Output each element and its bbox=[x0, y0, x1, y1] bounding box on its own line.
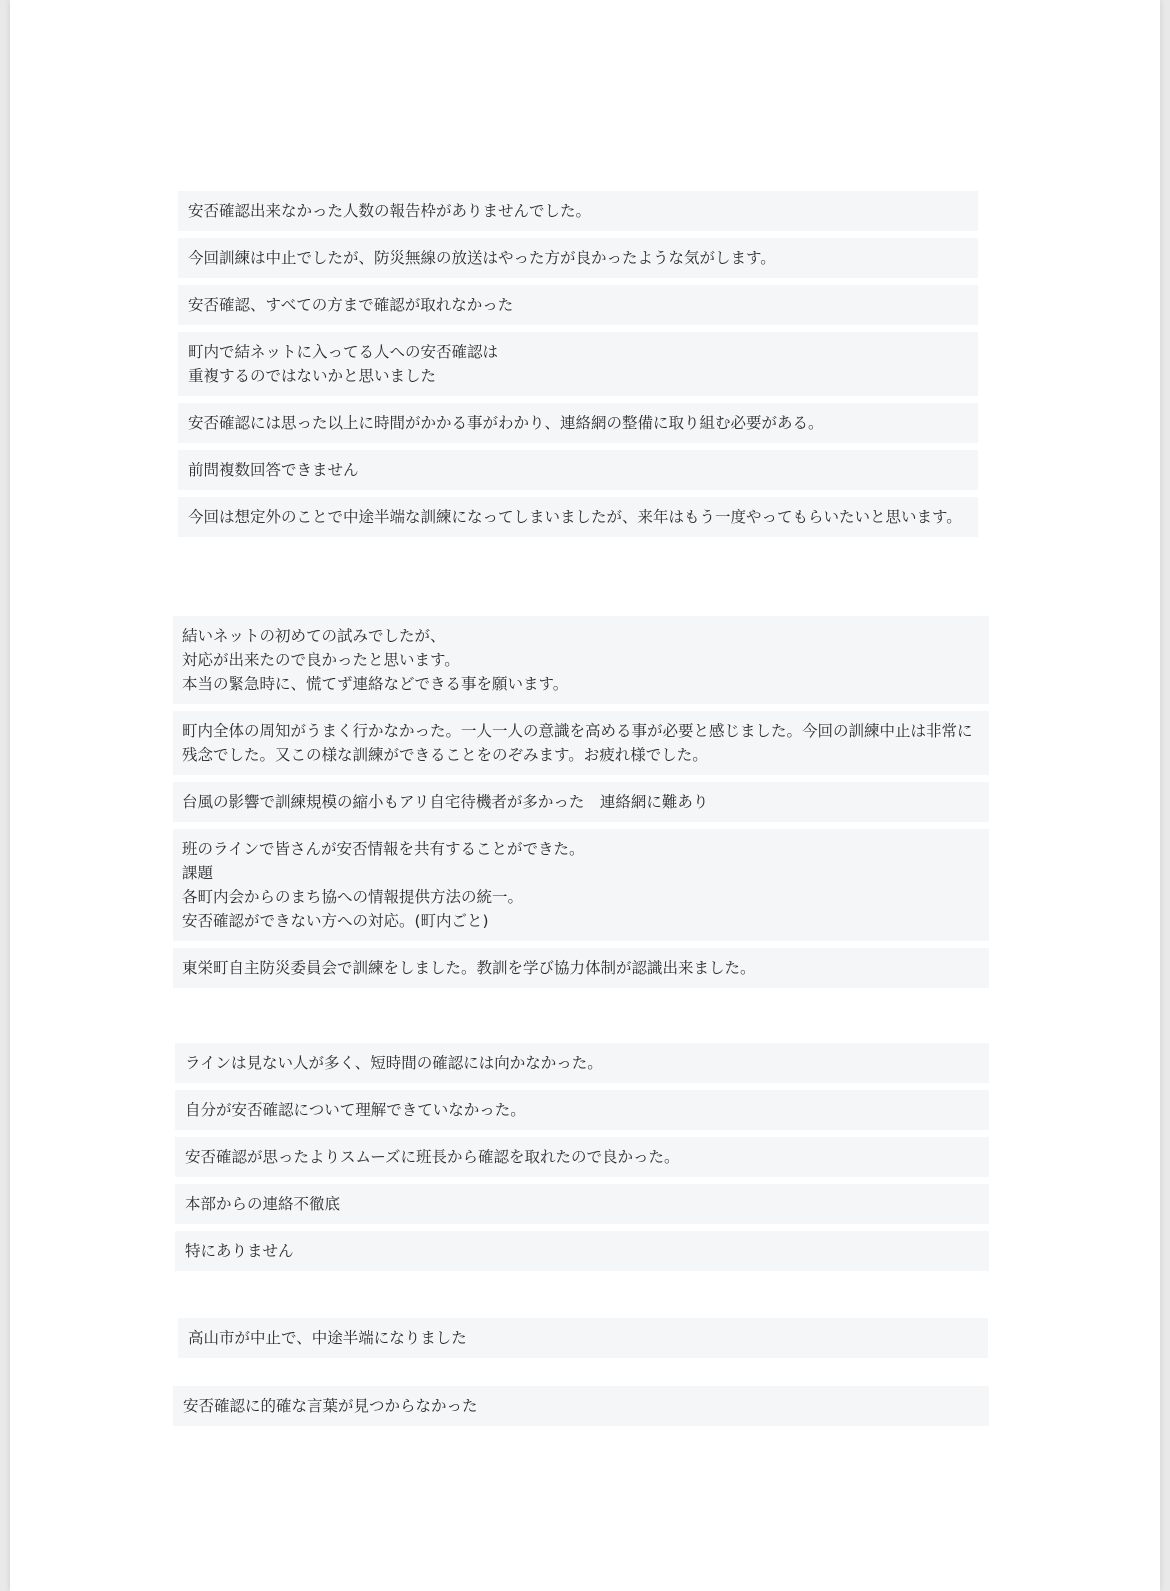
response-item: 町内全体の周知がうまく行かなかった。一人一人の意識を高める事が必要と感じました。今回の訓練中止は非常に残念でした。又この様な訓練ができることをのぞみます。お疲れ様でした。 bbox=[173, 711, 989, 775]
response-item: 安否確認、すべての方まで確認が取れなかった bbox=[178, 285, 978, 325]
response-group-4 bbox=[178, 1318, 988, 1358]
response-group-2 bbox=[173, 616, 989, 988]
response-item: 安否確認が思ったよりスムーズに班長から確認を取れたので良かった。 bbox=[175, 1137, 989, 1177]
response-item: 特にありません bbox=[175, 1231, 989, 1271]
response-item: 自分が安否確認について理解できていなかった。 bbox=[175, 1090, 989, 1130]
response-item: 前問複数回答できません bbox=[178, 450, 978, 490]
response-item: 安否確認に的確な言葉が見つからなかった bbox=[173, 1386, 989, 1426]
response-group-3 bbox=[175, 1043, 989, 1271]
response-group-5 bbox=[173, 1386, 989, 1426]
response-item: 高山市が中止で、中途半端になりました bbox=[178, 1318, 988, 1358]
response-item: 今回は想定外のことで中途半端な訓練になってしまいましたが、来年はもう一度やってもらいたいと思います。 bbox=[178, 497, 978, 537]
document-page bbox=[10, 0, 1160, 1591]
response-item: 班のラインで皆さんが安否情報を共有することができた。 課題 各町内会からのまち協への情報提供方法の統一。 安否確認ができない方への対応。(町内ごと) bbox=[173, 829, 989, 941]
response-item: 結いネットの初めての試みでしたが、 対応が出来たので良かったと思います。 本当の緊急時に、慌てず連絡などできる事を願います。 bbox=[173, 616, 989, 704]
response-item: 町内で結ネットに入ってる人への安否確認は 重複するのではないかと思いました bbox=[178, 332, 978, 396]
response-item: 本部からの連絡不徹底 bbox=[175, 1184, 989, 1224]
response-item: 安否確認出来なかった人数の報告枠がありませんでした。 bbox=[178, 191, 978, 231]
response-item: ラインは見ない人が多く、短時間の確認には向かなかった。 bbox=[175, 1043, 989, 1083]
response-group-1 bbox=[178, 191, 978, 537]
response-item: 台風の影響で訓練規模の縮小もアリ自宅待機者が多かった 連絡網に難あり bbox=[173, 782, 989, 822]
response-item: 安否確認には思った以上に時間がかかる事がわかり、連絡網の整備に取り組む必要がある。 bbox=[178, 403, 978, 443]
response-item: 今回訓練は中止でしたが、防災無線の放送はやった方が良かったような気がします。 bbox=[178, 238, 978, 278]
response-item: 東栄町自主防災委員会で訓練をしました。教訓を学び協力体制が認識出来ました。 bbox=[173, 948, 989, 988]
